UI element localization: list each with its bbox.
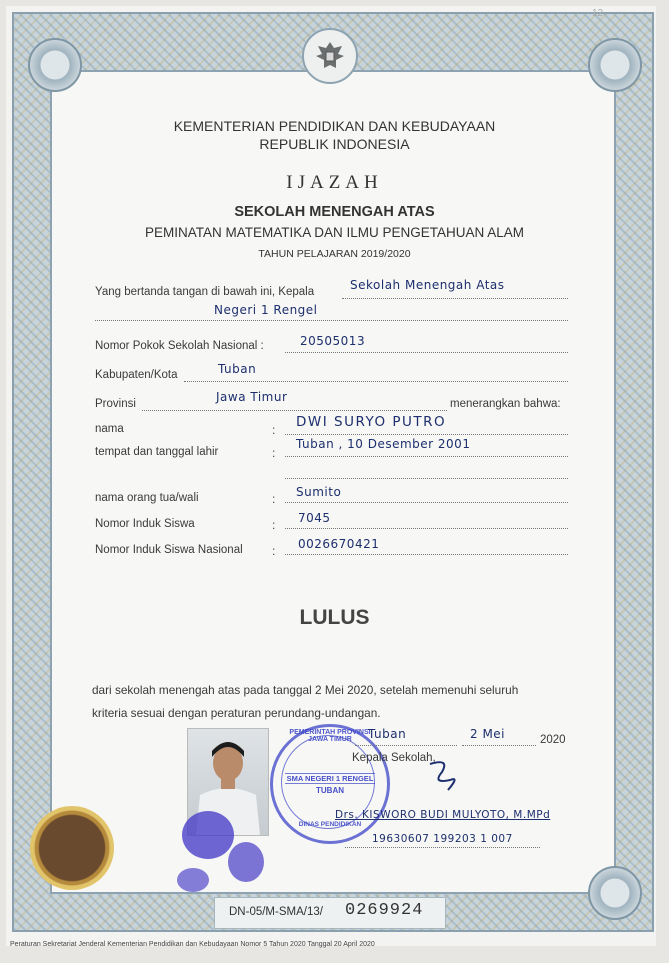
statement-line2: kriteria sesuai dengan peraturan perundang-undangan. xyxy=(92,706,381,720)
dotted-line xyxy=(184,381,568,382)
nama-label: nama xyxy=(95,423,124,435)
dotted-line xyxy=(355,745,457,746)
dotted-line xyxy=(345,847,540,848)
document-title: IJAZAH xyxy=(286,172,383,193)
kabupaten-value: Tuban xyxy=(218,362,257,376)
student-name: DWI SURYO PUTRO xyxy=(296,414,447,430)
dotted-line xyxy=(462,745,536,746)
dotted-line xyxy=(285,456,568,457)
npsn-value: 20505013 xyxy=(300,334,366,348)
dotted-line xyxy=(285,352,568,353)
academic-year: TAHUN PELAJARAN 2019/2020 xyxy=(258,248,411,260)
stamp-city-text: TUBAN xyxy=(316,786,344,795)
colon: : xyxy=(272,446,276,460)
school-stamp xyxy=(270,724,390,844)
dotted-line xyxy=(142,410,447,411)
school-type: SEKOLAH MENENGAH ATAS xyxy=(234,204,435,220)
npsn-label: Nomor Pokok Sekolah Nasional : xyxy=(95,340,264,352)
corner-ornament-icon xyxy=(28,38,82,92)
nis-label: Nomor Induk Siswa xyxy=(95,518,195,530)
dotted-line xyxy=(285,478,568,479)
corner-ornament-icon xyxy=(588,38,642,92)
sign-place: Tuban xyxy=(368,727,407,741)
dotted-line xyxy=(285,502,568,503)
corner-ornament-icon xyxy=(588,866,642,920)
parent-label: nama orang tua/wali xyxy=(95,492,199,504)
regulation-footer: Peraturan Sekretariat Jenderal Kementerian Pendidikan dan Kebudayaan Nomor 5 Tahun 2020 Tanggal 20 April 2020 xyxy=(10,941,375,948)
kabupaten-label: Kabupaten/Kota xyxy=(95,369,178,381)
colon: : xyxy=(272,544,276,558)
colon: : xyxy=(272,423,276,437)
statement-line1: dari sekolah menengah atas pada tanggal 2 Mei 2020, setelah memenuhi seluruh xyxy=(92,683,519,697)
menerangkan-label: menerangkan bahwa: xyxy=(450,398,561,410)
document-code xyxy=(214,897,446,929)
sign-date: 2 Mei xyxy=(470,727,506,741)
stamp-bottom-text: DINAS PENDIDIKAN xyxy=(298,821,362,828)
principal-title: Kepala Sekolah, xyxy=(352,752,436,764)
principal-name: Drs. KISWORO BUDI MULYOTO, M.MPd xyxy=(335,809,551,821)
colon: : xyxy=(272,518,276,532)
nisn-value: 0026670421 xyxy=(298,537,380,551)
nis-value: 7045 xyxy=(298,511,331,525)
result-status: LULUS xyxy=(299,606,370,629)
gold-seal-icon xyxy=(30,806,114,890)
intro-label: Yang bertanda tangan di bawah ini, Kepala xyxy=(95,286,315,298)
country-name: REPUBLIK INDONESIA xyxy=(259,136,410,152)
sign-year: 2020 xyxy=(540,734,566,746)
colon: : xyxy=(272,492,276,506)
garuda-emblem-icon xyxy=(302,28,358,84)
parent-name: Sumito xyxy=(296,485,342,499)
dotted-line xyxy=(95,320,568,321)
page-number: 12 xyxy=(592,8,604,19)
stamp-ring-text: PEMERINTAH PROVINSI JAWA TIMUR xyxy=(289,729,371,743)
program-name: PEMINATAN MATEMATIKA DAN ILMU PENGETAHUAN ALAM xyxy=(144,225,525,240)
school-name-line2: Negeri 1 Rengel xyxy=(214,303,318,317)
ministry-name: KEMENTERIAN PENDIDIKAN DAN KEBUDAYAAN xyxy=(173,118,496,134)
dotted-line xyxy=(285,554,568,555)
dotted-line xyxy=(285,434,568,435)
principal-nip: 19630607 199203 1 007 xyxy=(372,833,513,845)
birth-place-date: Tuban , 10 Desember 2001 xyxy=(296,437,471,451)
dotted-line xyxy=(285,528,568,529)
ttl-label: tempat dan tanggal lahir xyxy=(95,446,219,458)
provinsi-label: Provinsi xyxy=(95,398,136,410)
document-code-prefix: DN-05/M-SMA/13/ xyxy=(229,906,323,918)
fingerprint-icon xyxy=(168,800,278,895)
signature-icon xyxy=(420,756,470,796)
nisn-label: Nomor Induk Siswa Nasional xyxy=(95,544,243,556)
provinsi-value: Jawa Timur xyxy=(216,390,288,404)
dotted-line xyxy=(342,298,568,299)
school-name-line1: Sekolah Menengah Atas xyxy=(350,278,505,292)
stamp-center-text: SMA NEGERI 1 RENGEL xyxy=(286,774,374,783)
document-serial-number: 0269924 xyxy=(345,901,424,920)
